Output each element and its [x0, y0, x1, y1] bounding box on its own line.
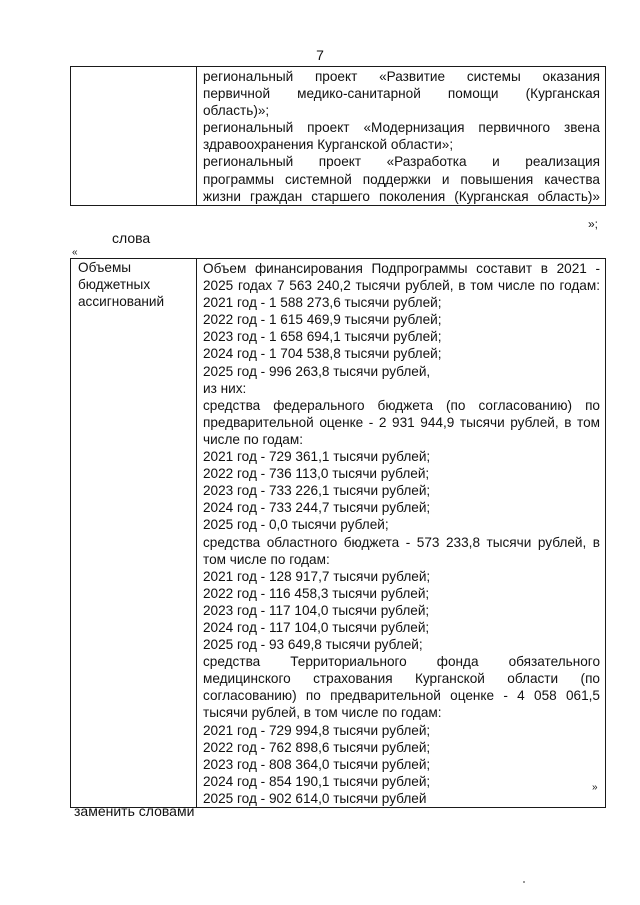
text-line: из них:: [203, 380, 247, 396]
text-line: средства областного бюджета - 573 233,8 тысячи рублей, в: [203, 534, 600, 550]
text-line: 2021 год - 729 994,8 тысячи рублей;: [203, 722, 431, 738]
text-line: предварительной оценке - 2 931 944,9 тысячи рублей, в том: [203, 414, 600, 430]
top-table-right-cell: [197, 67, 606, 206]
text-line: область)»;: [203, 103, 270, 119]
page-number: 7: [316, 47, 324, 63]
closing-quote-2: »: [592, 782, 598, 793]
text-line: медицинского страхования Курганской области (по: [203, 671, 600, 687]
text-line: 2021 год - 1 588 273,6 тысячи рублей;: [203, 295, 442, 311]
label-line: ассигнований: [78, 294, 165, 310]
text-line: программы системной поддержки и повышения качества: [203, 171, 600, 187]
text-line: региональный проект «Развитие системы оказания: [203, 69, 600, 84]
closing-quote: »;: [588, 217, 599, 231]
text-line: 2024 год - 117 104,0 тысячи рублей;: [203, 619, 430, 635]
opening-quote: «: [72, 247, 78, 258]
text-line: первичной медико-санитарной помощи (Курганская: [203, 86, 600, 102]
text-line: 2025 годах 7 563 240,2 тысячи рублей, в том числе по годам:: [203, 278, 600, 294]
text-line: 2024 год - 854 190,1 тысячи рублей;: [203, 773, 431, 789]
text-line: региональный проект «Модернизация первичного звена: [203, 120, 600, 136]
text-line: 2022 год - 1 615 469,9 тысячи рублей;: [203, 312, 442, 328]
text-line: числе по годам:: [203, 431, 303, 447]
budget-table-value-cell: [197, 259, 606, 808]
text-line: 2022 год - 736 113,0 тысячи рублей;: [203, 466, 430, 482]
text-line: 2021 год - 729 361,1 тысячи рублей;: [203, 449, 431, 465]
text-line: 2023 год - 1 658 694,1 тысячи рублей;: [203, 329, 442, 345]
label-line: бюджетных: [78, 277, 151, 293]
text-line: 2021 год - 128 917,7 тысячи рублей;: [203, 568, 431, 584]
text-line: 2022 год - 762 898,6 тысячи рублей;: [203, 739, 431, 755]
top-table-left-cell: [71, 67, 197, 206]
text-line: средства федерального бюджета (по согласованию) по: [203, 397, 600, 413]
text-line: региональный проект «Разработка и реализация: [203, 154, 600, 170]
text-line: 2024 год - 1 704 538,8 тысячи рублей;: [203, 346, 442, 362]
text-line: здравоохранения Курганской области»;: [203, 137, 454, 153]
text-line: 2025 год - 0,0 тысячи рублей;: [203, 517, 389, 533]
top-table: [70, 66, 606, 206]
text-line: 2025 год - 996 263,8 тысячи рублей,: [203, 363, 431, 379]
text-line: согласованию) по предварительной оценке - 4 058 061,5: [203, 688, 600, 704]
text-line: 2025 год - 902 614,0 тысячи рублей: [203, 790, 427, 806]
budget-table: [70, 258, 606, 808]
text-line: 2022 год - 116 458,3 тысячи рублей;: [203, 585, 430, 601]
text-line: Объем финансирования Подпрограммы составит в 2021 -: [203, 261, 600, 276]
text-line: 2023 год - 808 364,0 тысячи рублей;: [203, 756, 431, 772]
text-line: средства Территориального фонда обязательного: [203, 654, 600, 670]
text-line: том числе по годам:: [203, 551, 330, 567]
slova-text: слова: [112, 230, 151, 246]
scan-speck: [523, 881, 525, 883]
text-line: 2023 год - 117 104,0 тысячи рублей;: [203, 602, 430, 618]
budget-table-label-cell: [71, 259, 197, 808]
text-line: 2025 год - 93 649,8 тысячи рублей;: [203, 637, 423, 653]
text-line: жизни граждан старшего поколения (Курганская область)»: [203, 188, 600, 204]
text-line: тысячи рублей, в том числе по годам:: [203, 705, 442, 721]
text-line: 2023 год - 733 226,1 тысячи рублей;: [203, 483, 431, 499]
zamenit-text: заменить словами: [74, 803, 195, 819]
text-line: 2024 год - 733 244,7 тысячи рублей;: [203, 500, 431, 516]
label-line: Объемы: [78, 260, 132, 275]
